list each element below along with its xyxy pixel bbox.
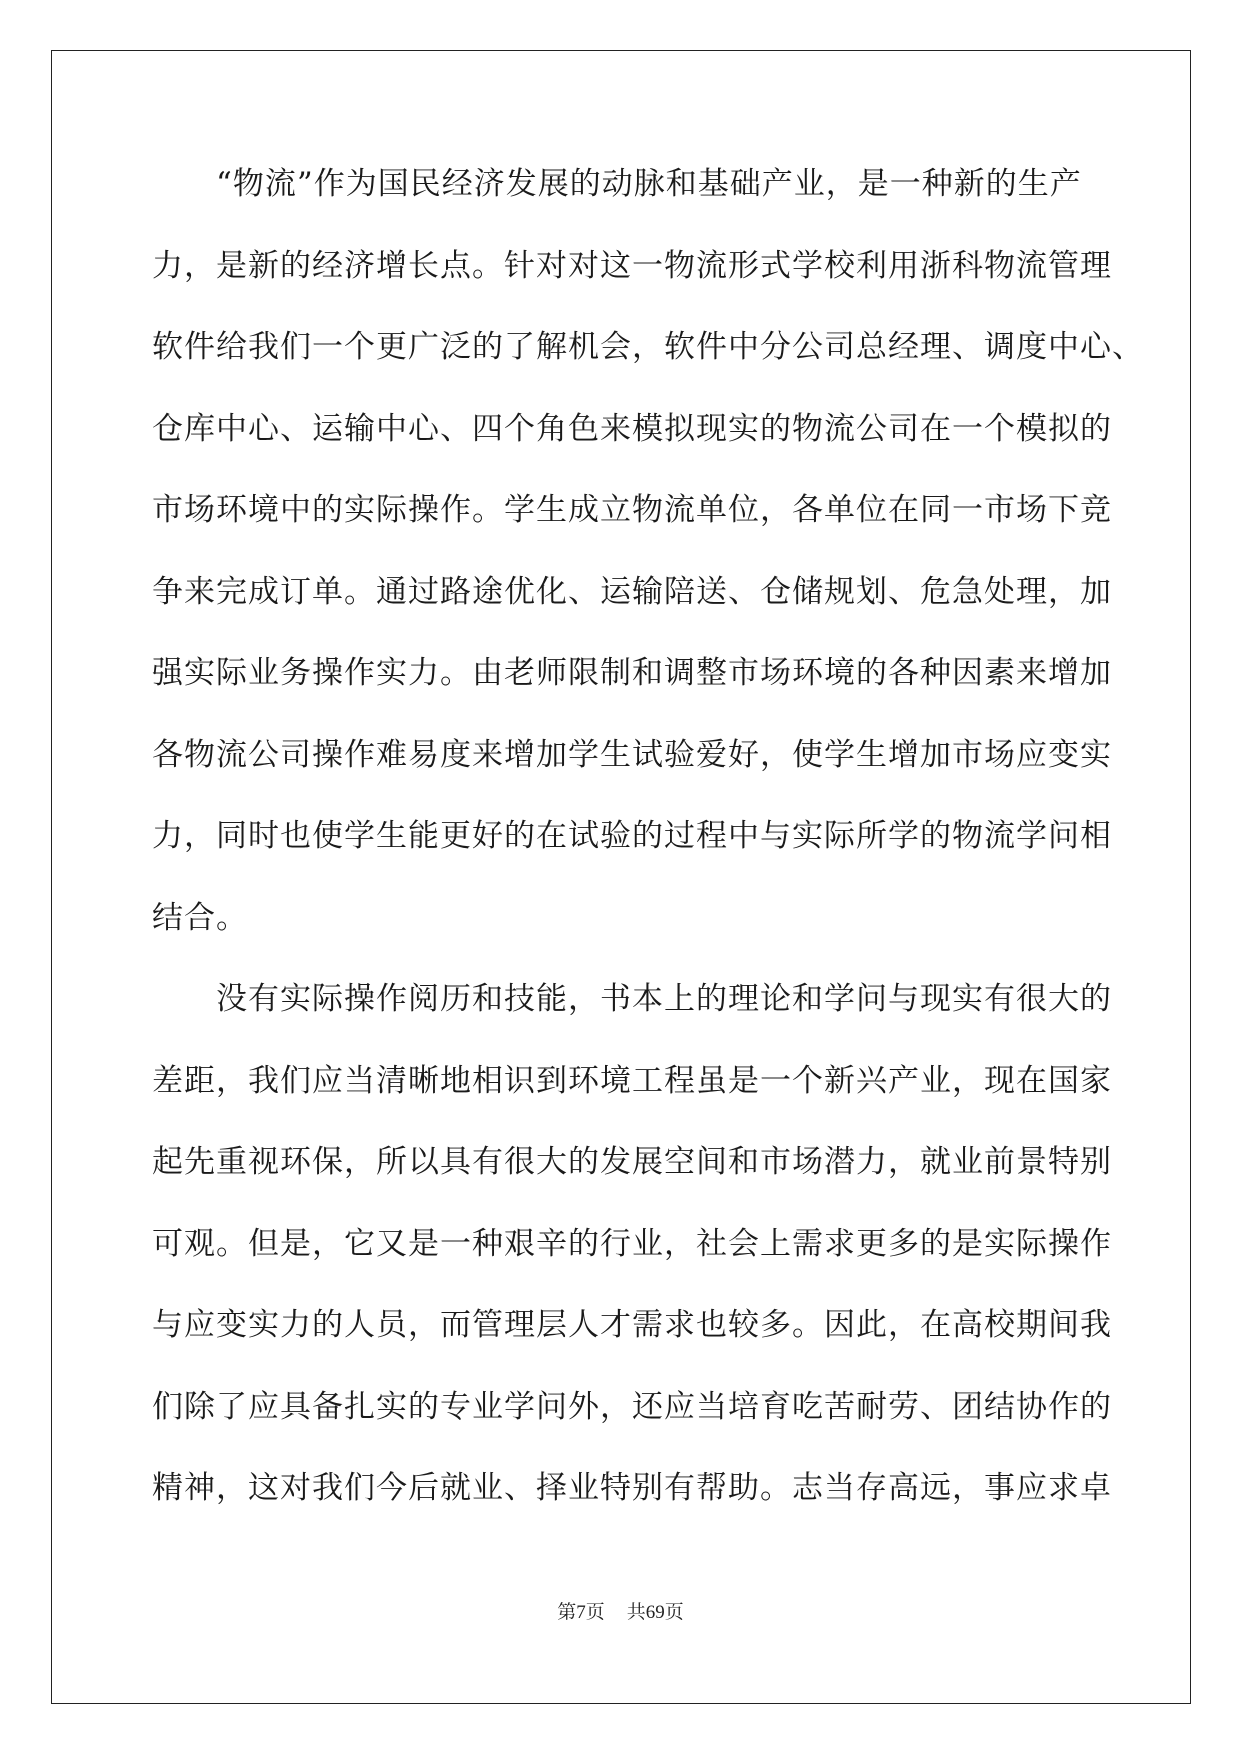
text-line: 仓库中心、运输中心、四个角色来模拟现实的物流公司在一个模拟的	[152, 410, 1112, 447]
text-line: 起先重视环保，所以具有很大的发展空间和市场潜力，就业前景特别	[152, 1144, 1112, 1180]
text-line: 争来完成订单。通过路途优化、运输陪送、仓储规划、危急处理，加	[152, 573, 1112, 610]
text-line: 差距，我们应当清晰地相识到环境工程虽是一个新兴产业，现在国家	[152, 1062, 1112, 1099]
text-line: 可观。但是，它又是一种艰辛的行业，社会上需求更多的是实际操作	[152, 1225, 1112, 1262]
page-number: 第7页	[557, 1602, 605, 1623]
page-total: 共69页	[626, 1602, 684, 1623]
text-line: 结合。	[152, 899, 248, 936]
page-footer	[0, 1597, 1241, 1624]
document-body	[152, 156, 1144, 1542]
text-line: 精神，这对我们今后就业、择业特别有帮助。志当存高远，事应求卓	[152, 1470, 1112, 1506]
text-line: 强实际业务操作实力。由老师限制和调整市场环境的各种因素来增加	[152, 655, 1112, 691]
text-line: 与应变实力的人员，而管理层人才需求也较多。因此，在高校期间我	[152, 1307, 1112, 1343]
text-line: 力，是新的经济增长点。针对对这一物流形式学校利用浙科物流管理	[152, 247, 1112, 284]
text-line: 们除了应具备扎实的专业学问外，还应当培育吃苦耐劳、团结协作的	[152, 1388, 1112, 1425]
text-line: “物流”作为国民经济发展的动脉和基础产业，是一种新的生产	[152, 166, 1082, 202]
text-line: 市场环境中的实际操作。学生成立物流单位，各单位在同一市场下竞	[152, 492, 1112, 528]
text-line: 各物流公司操作难易度来增加学生试验爱好，使学生增加市场应变实	[152, 736, 1112, 773]
text-line: 力，同时也使学生能更好的在试验的过程中与实际所学的物流学问相	[152, 818, 1112, 854]
text-line: 没有实际操作阅历和技能，书本上的理论和学问与现实有很大的	[152, 981, 1112, 1017]
text-line: 软件给我们一个更广泛的了解机会，软件中分公司总经理、调度中心、	[152, 329, 1144, 365]
